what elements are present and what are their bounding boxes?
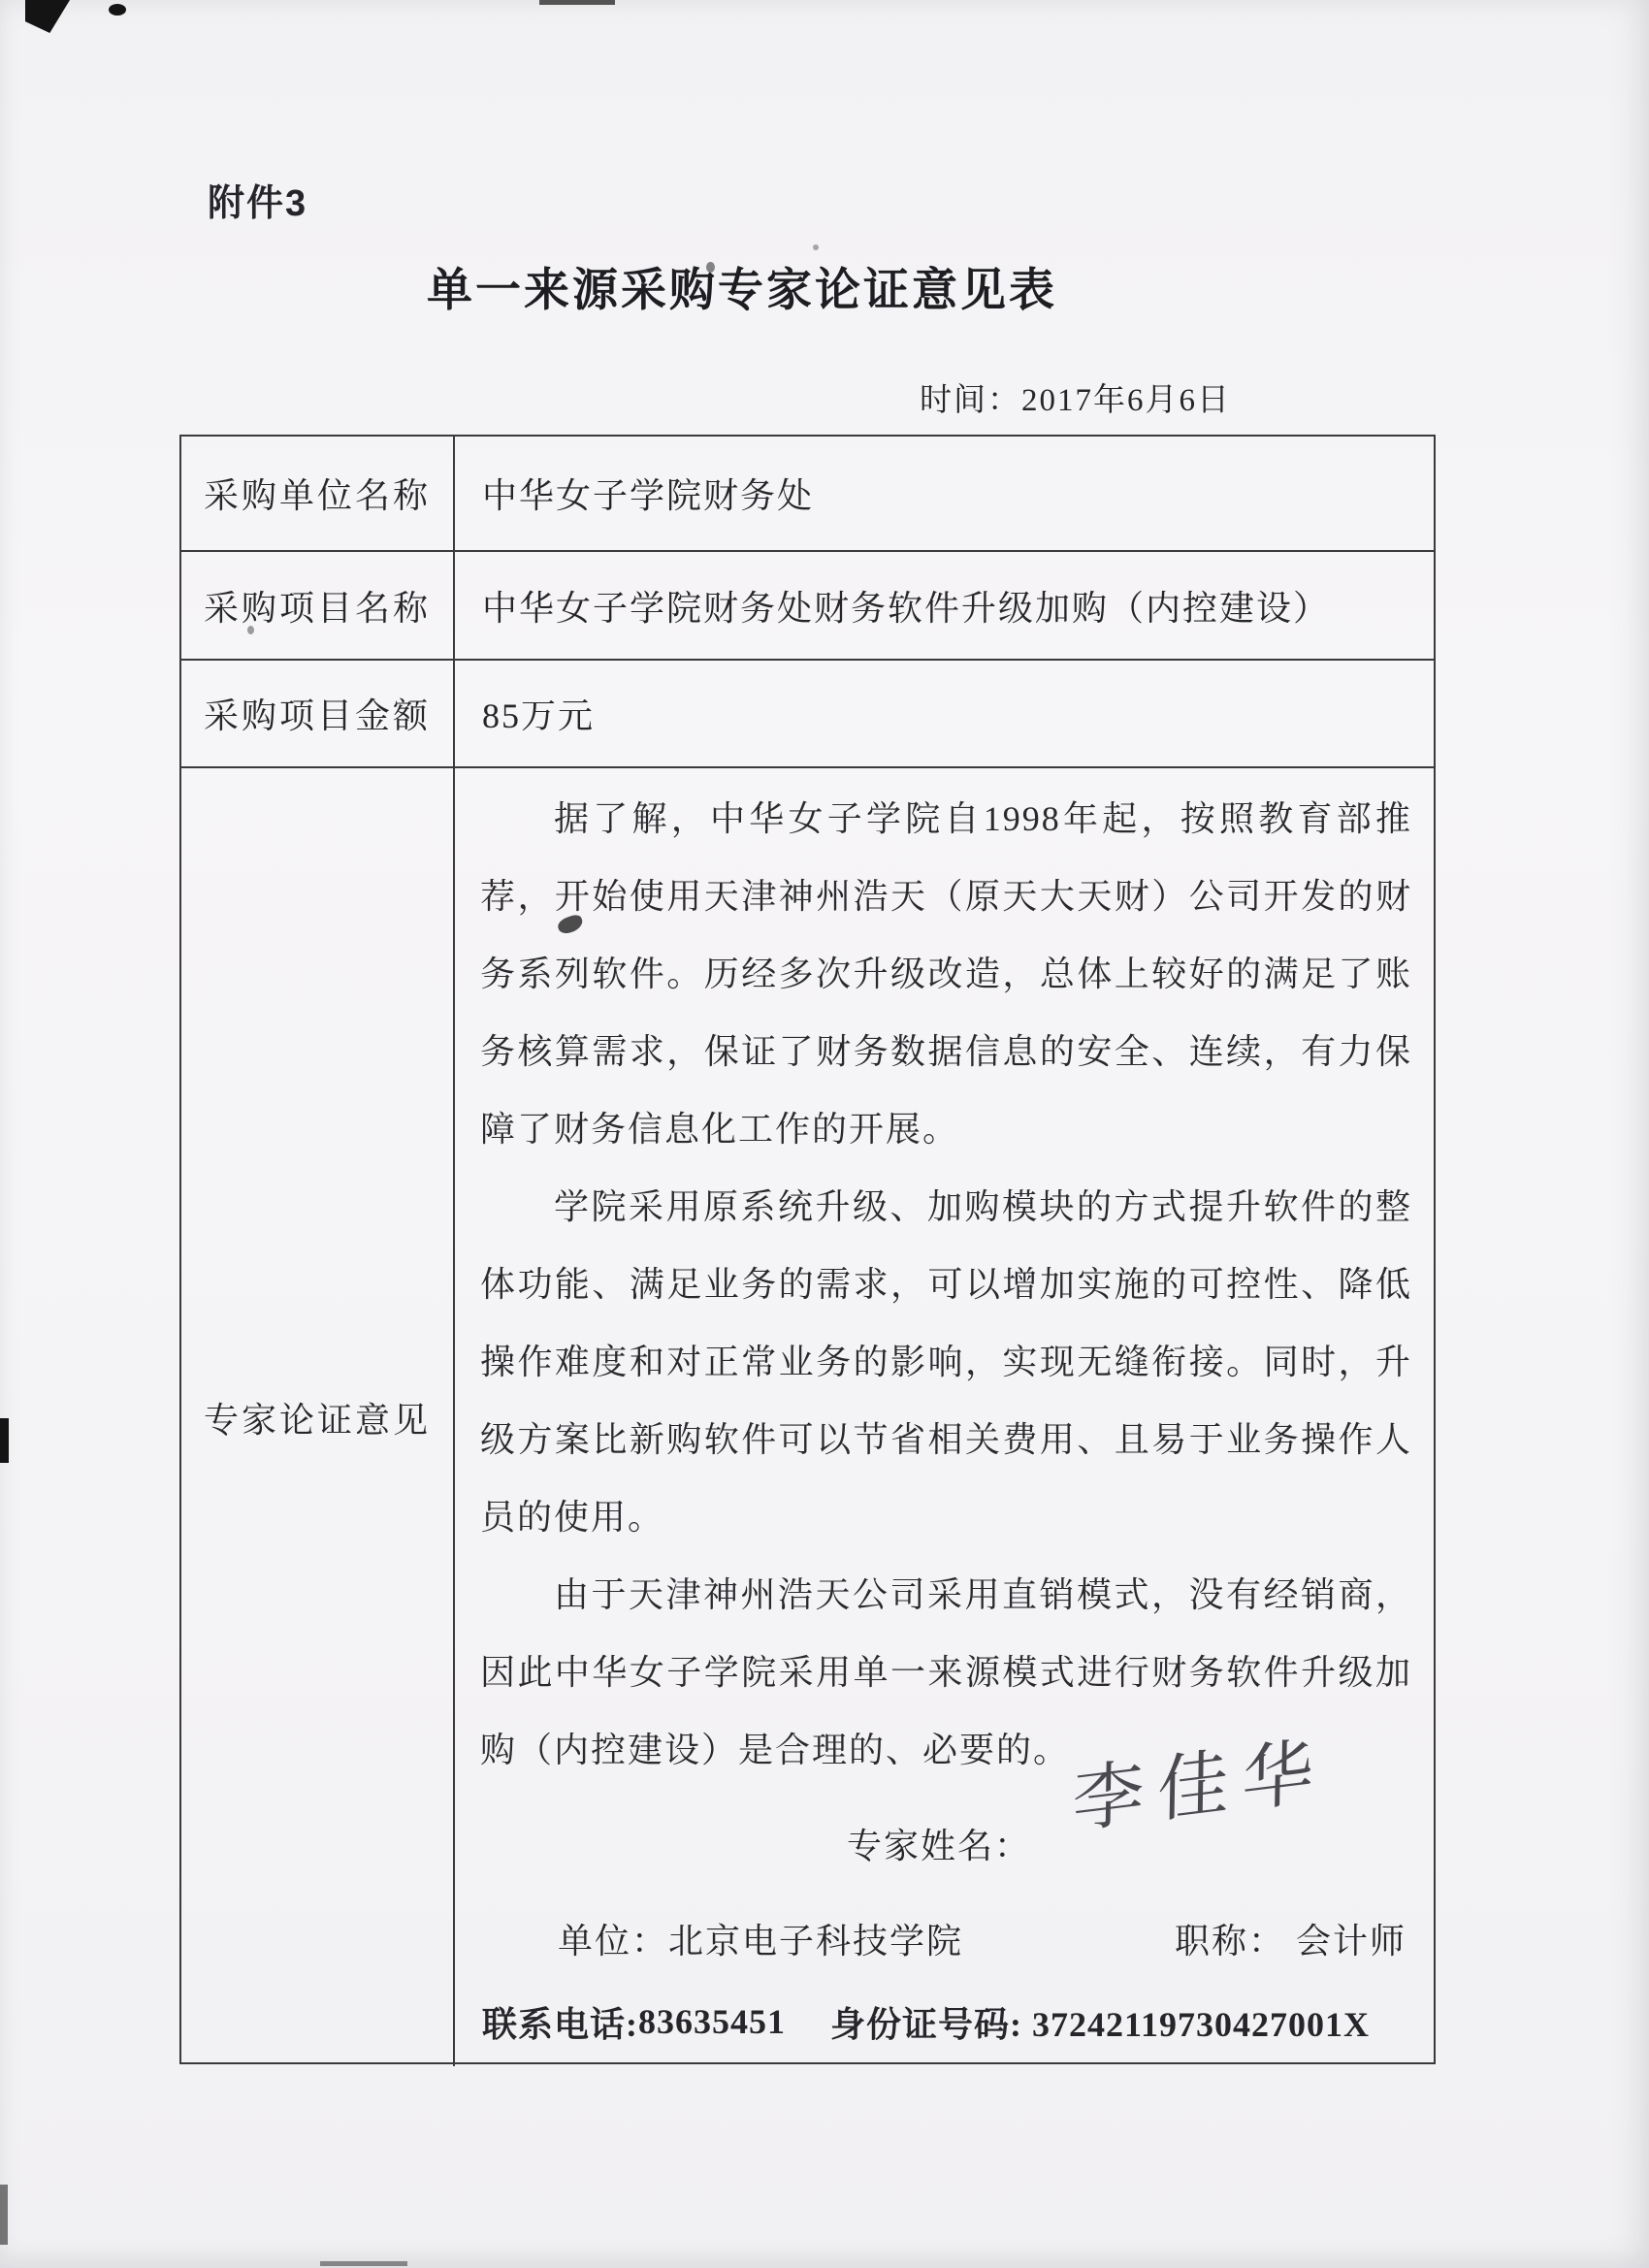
unit-label: 单位：	[558, 1921, 669, 1960]
scan-artifact	[320, 2261, 407, 2266]
expert-signature-handwriting: 李佳华	[1072, 1728, 1328, 1844]
row-label-expert-opinion: 专家论证意见	[181, 766, 453, 2066]
scan-artifact	[0, 2185, 8, 2245]
row-label-project-name: 采购项目名称	[181, 550, 453, 659]
scan-artifact	[813, 244, 819, 250]
attachment-label: 附件3	[208, 183, 308, 224]
scan-artifact	[539, 0, 615, 5]
job-title-value: 会计师	[1296, 1921, 1407, 1960]
page-title: 单一来源采购专家论证意见表	[427, 264, 1057, 315]
row-label-project-amount: 采购项目金额	[181, 659, 453, 766]
scan-artifact	[109, 4, 126, 16]
row-value-project-amount: 85万元	[453, 659, 1434, 766]
unit-value: 北京电子科技学院	[668, 1921, 964, 1960]
row-value-purchasing-unit: 中华女子学院财务处	[453, 437, 1434, 550]
unit-title-row	[480, 1897, 1412, 1979]
scan-artifact	[0, 1418, 9, 1463]
job-title-label: 职称：	[1175, 1921, 1286, 1960]
id-label: 身份证号码:	[830, 2004, 1022, 2044]
phone-value: 83635451	[638, 2002, 786, 2041]
date-line: 时间：2017年6月6日	[920, 383, 1231, 418]
id-value: 37242119730427001X	[1032, 2004, 1371, 2044]
opinion-paragraph-2: 学院采用原系统升级、加购模块的方式提升软件的整体功能、满足业务的需求，可以增加实施的可控性、降低操作难度和对正常业务的影响，实现无缝衔接。同时，升级方案比新购软件可以节省相关费用、且易于业务操作人员的使用。	[480, 1187, 1412, 1537]
phone-id-row	[480, 1979, 1412, 2064]
job-title-group	[1175, 1914, 1406, 1963]
row-label-purchasing-unit: 采购单位名称	[203, 476, 431, 515]
phone-label: 联系电话:	[482, 2004, 638, 2044]
row-value-project-name: 中华女子学院财务处财务软件升级加购（内控建设）	[453, 550, 1434, 659]
expert-signature-row	[480, 1728, 1412, 1897]
expert-name-label: 专家姓名：	[847, 1826, 1032, 1865]
opinion-paragraph-1: 据了解，中华女子学院自1998年起，按照教育部推荐，开始使用天津神州浩天（原天大天财）公司开发的财务系列软件。历经多次升级改造，总体上较好的满足了账务核算需求，保证了财务数据信息的安全、连续，有力保障了财务信息化工作的开展。	[480, 799, 1412, 1149]
expert-opinion-cell	[453, 766, 1434, 2066]
scan-artifact	[25, 0, 70, 33]
id-group	[830, 1997, 1370, 2047]
form-table	[179, 435, 1436, 2064]
opinion-paragraph-3: 由于天津神州浩天公司采用直销模式，没有经销商，因此中华女子学院采用单一来源模式进行财务软件升级加购（内控建设）是合理的、必要的。	[480, 1575, 1412, 1769]
